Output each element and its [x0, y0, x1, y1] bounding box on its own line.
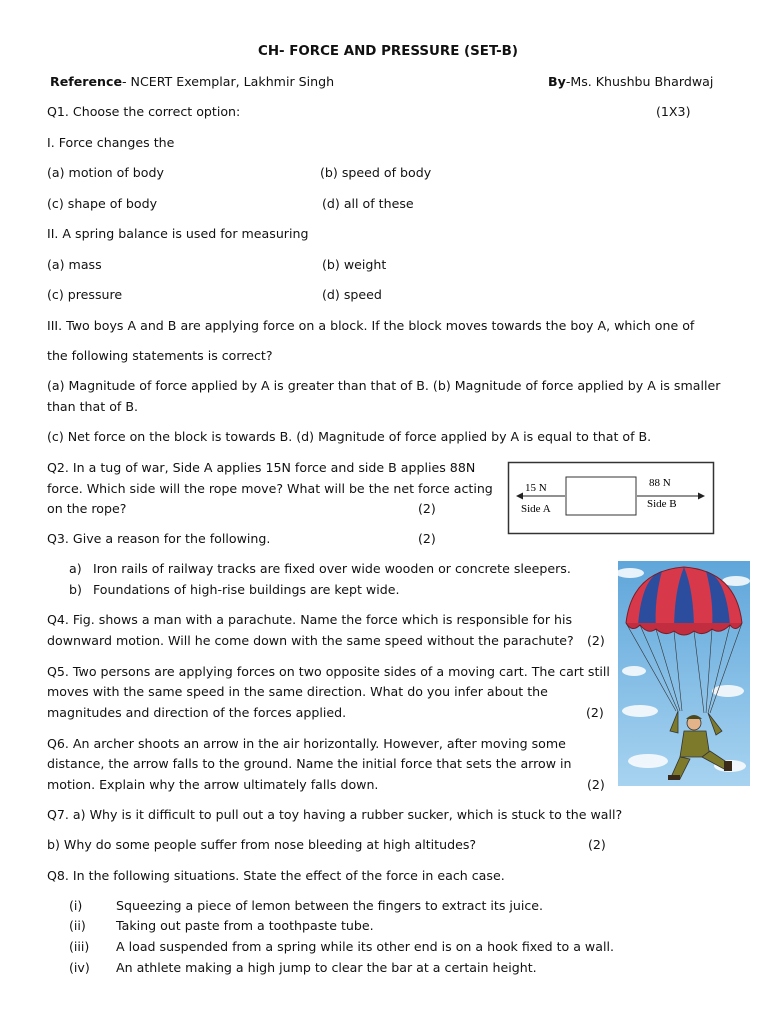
- q1-ii-option-a: (a) mass: [47, 257, 102, 272]
- q1-i-option-c: (c) shape of body: [47, 196, 158, 211]
- q8-item-ii-text: Taking out paste from a toothpaste tube.: [116, 918, 374, 933]
- q7-line1: Q7. a) Why is it difficult to pull out a toy having a rubber sucker, which is stuck to the wall?: [47, 807, 623, 822]
- by-label: By: [548, 74, 566, 89]
- q3-item-b-marker: b): [69, 582, 82, 597]
- q1-iii-cd-line: (c) Net force on the block is towards B. (d) Magnitude of force applied by A is equal to that of B.: [47, 429, 652, 444]
- q3-item-b-text: Foundations of high-rise buildings are kept wide.: [93, 582, 400, 597]
- q1-ii-option-d: (d) speed: [322, 287, 382, 302]
- q4-marks: (2): [587, 633, 605, 648]
- q6-marks: (2): [587, 777, 605, 792]
- q1-ii-option-b: (b) weight: [322, 257, 387, 272]
- right-side-label: Side B: [647, 498, 677, 510]
- q2-line1: Q2. In a tug of war, Side A applies 15N force and side B applies 88N: [47, 460, 476, 475]
- q3-text: Q3. Give a reason for the following.: [47, 531, 271, 546]
- q4-line1: Q4. Fig. shows a man with a parachute. Name the force which is responsible for his: [47, 612, 573, 627]
- author-text: -Ms. Khushbu Bhardwaj: [565, 74, 714, 89]
- q8-item-iv-marker: (iv): [69, 960, 90, 975]
- q5-line2: moves with the same speed in the same direction. What do you infer about the: [47, 684, 548, 699]
- left-side-label: Side A: [521, 503, 551, 515]
- reference-line: [50, 73, 334, 90]
- q1-iii-line1: III. Two boys A and B are applying force on a block. If the block moves towards the boy A, which one of: [47, 318, 695, 333]
- block: [566, 477, 636, 515]
- q4-line2: downward motion. Will he come down with the same speed without the parachute?: [47, 633, 574, 648]
- right-force-label: 88 N: [649, 477, 671, 489]
- q3-item-a-text: Iron rails of railway tracks are fixed over wide wooden or concrete sleepers.: [93, 561, 571, 576]
- reference-text: - NCERT Exemplar, Lakhmir Singh: [121, 74, 335, 89]
- tug-of-war-figure: [507, 461, 715, 535]
- q1-ii-stem: II. A spring balance is used for measuring: [47, 226, 309, 241]
- parachute-illustration: [618, 561, 750, 786]
- q2-line2: force. Which side will the rope move? What will be the net force acting: [47, 481, 493, 496]
- author-line: [548, 73, 713, 90]
- q8-item-ii-marker: (ii): [69, 918, 86, 933]
- q8-item-iii-marker: (iii): [69, 939, 90, 954]
- q8-item-iii-text: A load suspended from a spring while its other end is on a hook fixed to a wall.: [116, 939, 614, 954]
- q2-line3: on the rope?: [47, 501, 127, 516]
- q1-marks: (1X3): [656, 104, 691, 119]
- q1-i-option-d: (d) all of these: [322, 196, 414, 211]
- q1-ii-option-c: (c) pressure: [47, 287, 123, 302]
- q5-line1: Q5. Two persons are applying forces on two opposite sides of a moving cart. The cart still: [47, 664, 610, 679]
- q8-item-i-marker: (i): [69, 898, 83, 913]
- q7-marks: (2): [588, 837, 606, 852]
- q8-item-i-text: Squeezing a piece of lemon between the fingers to extract its juice.: [116, 898, 544, 913]
- q8-text: Q8. In the following situations. State the effect of the force in each case.: [47, 868, 505, 883]
- left-force-label: 15 N: [525, 482, 547, 494]
- q1-i-option-b: (b) speed of body: [320, 165, 432, 180]
- q1-i-option-a: (a) motion of body: [47, 165, 164, 180]
- q2-marks: (2): [418, 501, 436, 516]
- q3-marks: (2): [418, 531, 436, 546]
- q1-iii-ab-line1: (a) Magnitude of force applied by A is greater than that of B. (b) Magnitude of force applied by A is smaller: [47, 378, 721, 393]
- q1-i-stem: I. Force changes the: [47, 135, 175, 150]
- q3-item-a-marker: a): [69, 561, 82, 576]
- q8-item-iv-text: An athlete making a high jump to clear the bar at a certain height.: [116, 960, 537, 975]
- q6-line3: motion. Explain why the arrow ultimately falls down.: [47, 777, 379, 792]
- reference-label: Reference: [50, 74, 122, 89]
- q5-marks: (2): [586, 705, 604, 720]
- q1-text: Q1. Choose the correct option:: [47, 104, 241, 119]
- q5-line3: magnitudes and direction of the forces applied.: [47, 705, 347, 720]
- q6-line2: distance, the arrow falls to the ground. Name the initial force that sets the arrow in: [47, 756, 572, 771]
- q1-iii-ab-line2: than that of B.: [47, 399, 138, 414]
- page-title: CH- FORCE AND PRESSURE (SET-B): [258, 44, 518, 59]
- q6-line1: Q6. An archer shoots an arrow in the air horizontally. However, after moving some: [47, 736, 566, 751]
- q7-line2: b) Why do some people suffer from nose bleeding at high altitudes?: [47, 837, 477, 852]
- q1-iii-line2: the following statements is correct?: [47, 348, 273, 363]
